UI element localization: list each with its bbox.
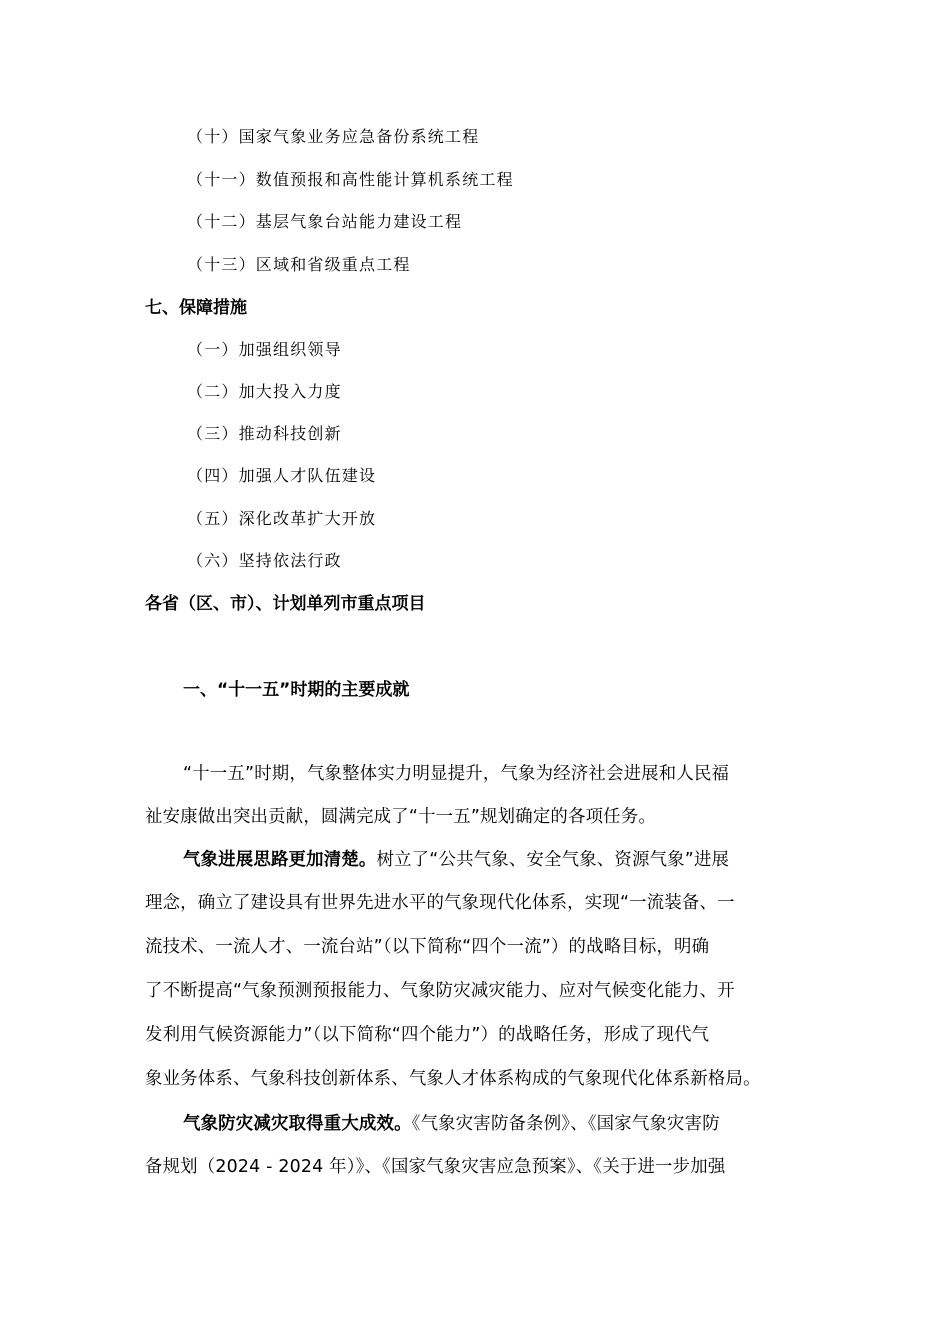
paragraph-2-line-3: 流技术、一流人才、一流台站”（以下简称“四个一流”）的战略目标，明确 xyxy=(145,937,710,957)
paragraph-3-text: 《气象灾害防备条例》、《国家气象灾害防 xyxy=(411,1114,720,1134)
toc-item-b4: （四）加强人才队伍建设 xyxy=(187,466,377,485)
paragraph-2-line-2: 理念，确立了建设具有世界先进水平的气象现代化体系，实现“一流装备、一 xyxy=(145,893,735,913)
paragraph-2-line-5: 发利用气候资源能力”（以下简称“四个能力”）的战略任务，形成了现代气 xyxy=(145,1025,710,1045)
paragraph-2-line-4: 了不断提高“气象预测预报能力、气象防灾减灾能力、应对气候变化能力、开 xyxy=(145,981,735,1001)
toc-item-12: （十二）基层气象台站能力建设工程 xyxy=(187,212,463,231)
paragraph-3-line-1 xyxy=(183,1113,720,1135)
toc-heading-7: 七、保障措施 xyxy=(145,298,247,318)
paragraph-2-text: 树立了“公共气象、安全气象、资源气象”进展 xyxy=(376,850,730,870)
paragraph-1-line-2: 祉安康做出突出贡献，圆满完成了“十一五”规划确定的各项任务。 xyxy=(145,807,656,827)
paragraph-2-lead: 气象进展思路更加清楚。 xyxy=(183,850,377,870)
toc-item-b2: （二）加大投入力度 xyxy=(187,382,342,401)
toc-item-b5: （五）深化改革扩大开放 xyxy=(187,509,377,528)
toc-item-b6: （六）坚持依法行政 xyxy=(187,551,342,570)
paragraph-3-lead: 气象防灾减灾取得重大成效。 xyxy=(183,1114,412,1134)
paragraph-3-line-2: 备规划（2024 - 2024 年）》、《国家气象灾害应急预案》、《关于进一步加强 xyxy=(145,1157,726,1177)
paragraph-2-line-6: 象业务体系、气象科技创新体系、气象人才体系构成的气象现代化体系新格局。 xyxy=(145,1069,761,1089)
toc-item-b1: （一）加强组织领导 xyxy=(187,340,342,359)
toc-item-10: （十）国家气象业务应急备份系统工程 xyxy=(187,127,480,146)
toc-item-b3: （三）推动科技创新 xyxy=(187,424,342,443)
toc-item-13: （十三）区域和省级重点工程 xyxy=(187,255,411,274)
toc-item-11: （十一）数值预报和高性能计算机系统工程 xyxy=(187,170,514,189)
paragraph-2-line-1 xyxy=(183,849,729,871)
toc-heading-provinces: 各省（区、市）、计划单列市重点项目 xyxy=(145,594,426,614)
paragraph-1-line-1: “十一五”时期，气象整体实力明显提升，气象为经济社会进展和人民福 xyxy=(183,764,730,784)
section-title: 一、“十一五”时期的主要成就 xyxy=(183,680,410,700)
